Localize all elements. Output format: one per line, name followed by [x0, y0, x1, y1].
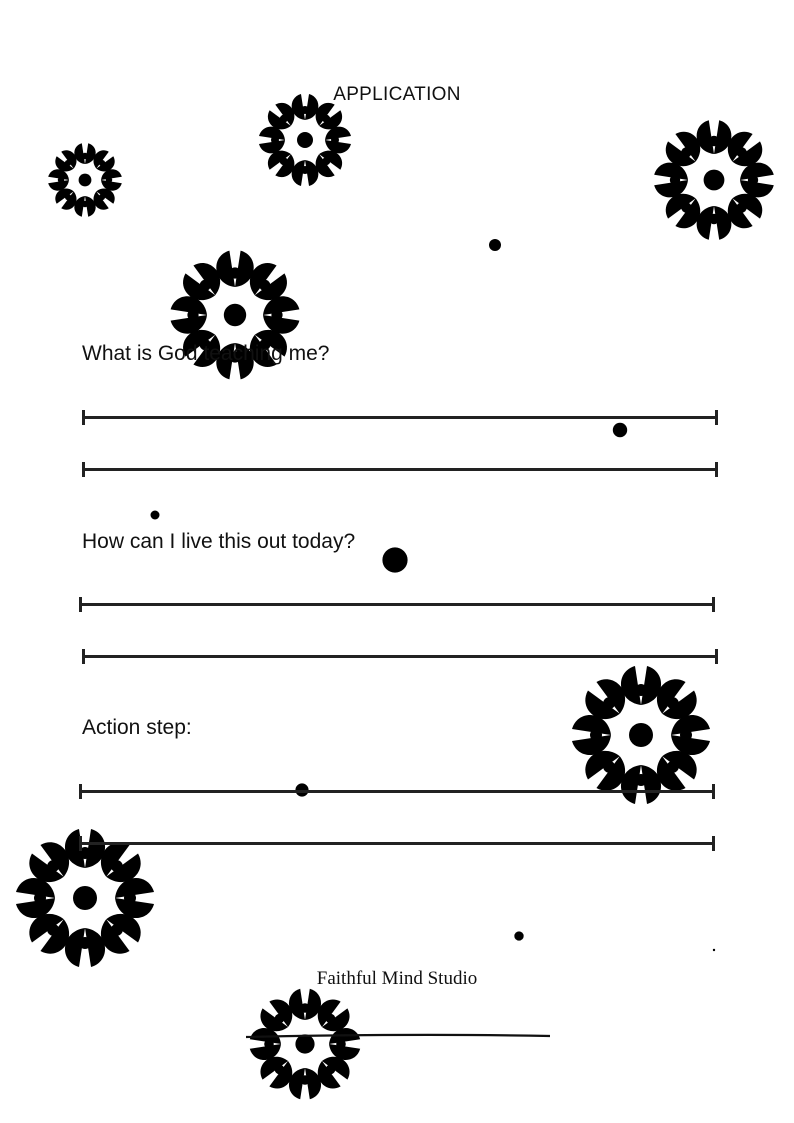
- writing-line[interactable]: [79, 790, 715, 793]
- prompt-what-teaching: What is God teaching me?: [82, 342, 330, 365]
- snowflake-icon: [440, 190, 550, 300]
- writing-line[interactable]: [82, 468, 718, 471]
- page-title: APPLICATION: [333, 84, 461, 105]
- writing-line[interactable]: [79, 842, 715, 845]
- snowflake-icon: [160, 240, 310, 390]
- snowflake-icon: [555, 365, 685, 495]
- writing-line[interactable]: [82, 655, 718, 658]
- snowflake-icon: [478, 895, 560, 977]
- snowflake-icon: [280, 445, 510, 675]
- snowflake-icon: [674, 110, 714, 250]
- prompt-live-out: How can I live this out today?: [82, 530, 356, 553]
- signature-stroke: [246, 1033, 550, 1039]
- snowflake-icon: [568, 650, 714, 820]
- brand-footer: Faithful Mind Studio: [316, 968, 478, 989]
- snowflake-icon: [700, 940, 714, 960]
- prompt-action-step: Action step:: [82, 716, 192, 739]
- snowflake-icon: [80, 140, 120, 220]
- writing-line[interactable]: [79, 603, 715, 606]
- writing-line[interactable]: [82, 416, 718, 419]
